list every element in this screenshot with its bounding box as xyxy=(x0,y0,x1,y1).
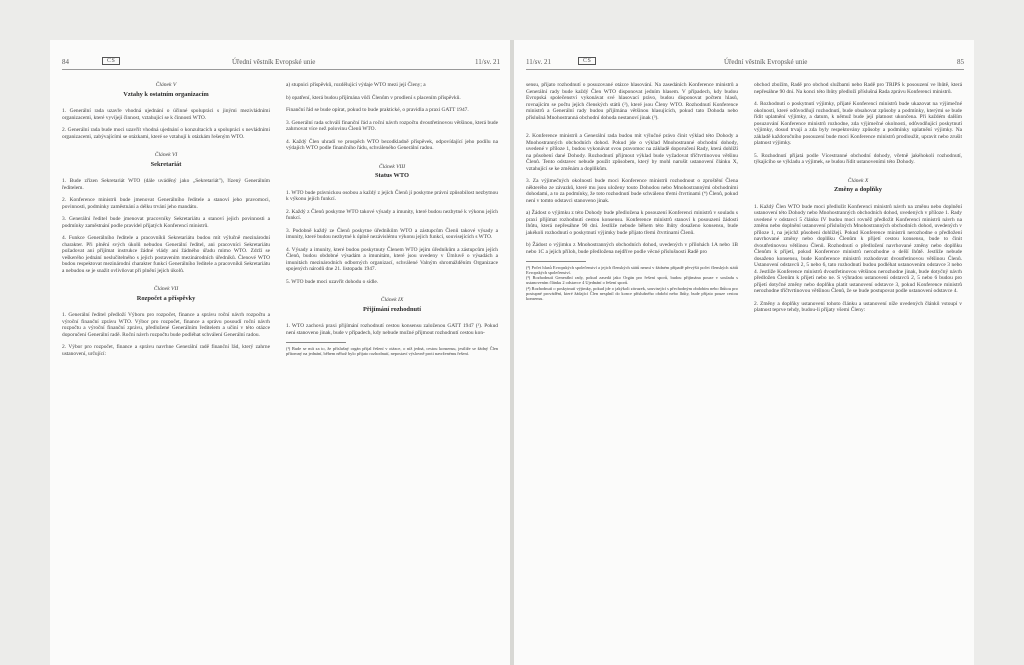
paragraph: sensu, přijato rozhodnutí o posuzované otázce hlasování. Na zasedáních Konference ministrů a Generální rady bude každý Člen WTO disponovat jedním hlasem. V případech, kdy budou Evropská společenství vykonávat své hlasovací právo, budou disponovat počtem hlasů, rovnajícím se počtu jejích členských států (²), které jsou Členy WTO. Rozhodnutí Konference ministrů a Generální rady budou přijímána většinou hlasujících, pokud tato Dohoda nebo příslušná Mnohostranná obchodní dohoda nestanoví jinak (³). xyxy=(526,82,738,121)
paragraph: 1. Generální ředitel předloží Výboru pro rozpočet, finance a správu roční návrh rozpočtu a výroční finanční zprávu WTO. Výbor pro rozpočet, finance a správu posoudí roční návrh rozpočtu a výroční finanční zprávu, předložené Generálním ředitelem a učiní v této otázce doporučení Generální radě. Roční návrh rozpočtu bude podléhat schválení Generální radou. xyxy=(62,312,270,338)
paragraph: 4. Výsady a imunity, které budou poskytnuty Členem WTO jejím úředníkům a zástupcům jejích Členů, budou obdobné výsadám a imunitám, které jsou uvedeny v Úmluvě o výsadách a imunitách mezinárodních odborných organizací, schválené Valným shromážděním Organizace spojených národů dne 21. listopadu 1947. xyxy=(286,246,498,272)
paragraph: 3. Generální ředitel bude jmenovat pracovníky Sekretariátu a stanoví jejich povinnosti a podmínky zaměstnání podle pravidel přijatých Konferencí ministrů. xyxy=(62,216,270,229)
article-title: Status WTO xyxy=(374,172,410,179)
paragraph: 3. Za výjimečných okolností bude moci Konference ministrů rozhodnout o zproštění Člena některého ze závazků, které mu jsou uloženy touto Dohodou nebo Mnohostrannými obchodními dohodami, a to za podmínky, že toto rozhodnutí bude schváleno třemi čtvrtinami (⁴) Členů, pokud není v tomto odstavci stanoveno jinak. xyxy=(526,178,738,204)
paragraph: 2. Výbor pro rozpočet, finance a správu navrhne Generální radě finanční řád, který zahrne ustanovení, určující: xyxy=(62,344,270,357)
paragraph: 5. WTO bude moci uzavřít dohodu o sídle. xyxy=(286,278,379,285)
paragraph: 5. Rozhodnutí přijatá podle Vícestranné obchodní dohody, včetně jakéhokoli rozhodnutí, týkajícího se výkladu a výjimek, se budou řídit ustanoveními této Dohody. xyxy=(754,152,962,165)
right-page xyxy=(514,40,974,665)
article-number: Článek VIII xyxy=(378,163,406,170)
article-title: Sekretariát xyxy=(150,160,182,168)
article-number: Článek VII xyxy=(153,286,179,292)
paragraph: b) opatření, která budou přijímána vůči Členům v prodlení s placením příspěvků. xyxy=(286,94,461,101)
header-rule xyxy=(62,69,500,70)
article-number: Článek V xyxy=(155,82,177,88)
paragraph: a) Žádost o výjimku z této Dohody bude předložena k posouzení Konferenci ministrů v souladu s praxí přijímat rozhodnutí cestou konsensu. Konference ministrů stanoví k posouzení žádosti lhůtu, která nepřesáhne 90 dní. Jestliže nebude během této lhůty dosaženo konsensu, bude jakékoli rozhodnutí o poskytnutí výjimky bude přijato třemi čtvrtinami Členů. xyxy=(526,210,738,236)
paragraph: 1. WTO zachová praxi přijímání rozhodnutí cestou konsensu založenou GATT 1947 (¹). Pokud není stanoveno jinak, bude v případech, kdy nebude možné přijmout rozhodnutí cestou kon- xyxy=(286,323,498,336)
page-number: 85 xyxy=(957,58,964,66)
issue-number: 11/sv. 21 xyxy=(526,58,551,66)
issue-number: 11/sv. 21 xyxy=(475,58,500,66)
paragraph: 2. Konference ministrů a Generální rada budou mít výlučné právo činit výklad této Dohody a Mnohostranných obchodních dohod. Pokud jde o výklad Mnohostranné obchodní dohody, uvedené v příloze 1, budou vykonávat svou pravomoc na základě doporučení Rady, která dohlíží na působení dané Dohody. Rozhodnutí přijmout výklad bude vyžadovat tříčtvrtinovou většinu Členů. Tento odstavec nebude použit způsobem, který by mohl narušit ustanovení článku X, vztahující se ke změnám a doplňkům. xyxy=(526,133,738,172)
paragraph: 2. Konference ministrů bude jmenovat Generálního ředitele a stanoví jeho pravomoci, povinnosti, podmínky zaměstnání a délku trvání jeho mandátu. xyxy=(62,197,270,210)
paragraph: 1. Každý Člen WTO bude moci předložit Konferenci ministrů návrh na změnu nebo doplnění ustanovení této Dohody nebo Mnohostranných obchodních dohod, uvedených v příloze 1. Rady uvedené v odstavci 5 článku IV budou moci rovněž předložit Konferenci ministrů návrh na změnu nebo doplnění ustanovení příslušných Mnohostranných obchodních dohod, uvedených v příloze 1, na jejichž působení dohlížejí. Pokud Konference ministrů nerozhodne o předložení navrhované změny nebo doplňku Členům k přijetí cestou konsensu, bude to činit dvoutřetinovou většinou Členů. Rozhodnutí o předložení navrhované změny nebo doplňku Členům k přijetí, pokud Konference ministrů nerozhodne o delší lhůtě. Jestliže nebude dosaženo konsensu, bude Konference ministrů rozhodovat dvoutřetinovou většinou Členů. Ustanovení odstavců 2, 5 nebo 6, tato rozhodnutí budou podléhat ustanovením odstavce 3 nebo 4. Jestliže Konference ministrů dvoutřetinovou většinou nerozhodne jinak, bude dotyčný návrh předložen Členům k přijetí nebo ne. S výhradou ustanovení odstavců 2, 5 nebo 6 budou pro přijetí dotyčné změny nebo doplňku platit ustanovení odstavce 3, pokud Konference ministrů nerozhodne tříčtvrtinovou většinou Členů, že se bude postupovat podle ustanovení odstavce 4. xyxy=(754,203,962,294)
article-title: Vztahy k ostatním organizacím xyxy=(123,90,209,98)
paragraph: 3. Generální rada schválí finanční řád a roční návrh rozpočtu dvoutřetinovou většinou, která bude zahrnovat více než polovinu Členů WTO. xyxy=(286,119,498,132)
paragraph: 2. Každý z Členů poskytne WTO takové výsady a imunity, které budou nezbytné k výkonu jejích funkcí. xyxy=(286,208,498,221)
article-title: Změny a doplňky xyxy=(834,186,882,193)
paragraph: 1. Generální rada uzavře vhodná ujednání o účinné spolupráci s jinými mezivládními organizacemi, které vyvíjejí činnost, vztahující se k činnosti WTO. xyxy=(62,108,270,121)
language-code: CS xyxy=(102,57,120,65)
paragraph: 4. Každý Člen uhradí ve prospěch WTO bezodkladně příspěvek, odpovídající jeho podílu na výdajích WTO podle finančního řádu, schváleného Generální radou. xyxy=(286,138,498,151)
text-column xyxy=(526,82,738,302)
paragraph: 2. Změny a doplňky ustanovení tohoto článku a ustanovení níže uvedených článků vstoupí v platnost teprve tehdy, budou-li přijaty všemi Členy: xyxy=(754,300,962,313)
paragraph: b) Žádost o výjimku z Mnohostranných obchodních dohod, uvedených v přílohách 1A nebo 1B nebo 1C a jejich příloh, bude předložena nejdříve podle věcné příslušnosti Radě pro xyxy=(526,242,738,255)
paragraph: a) stupnici příspěvků, rozdělující výdaje WTO mezi její Členy; a xyxy=(286,82,426,88)
text-column xyxy=(286,82,498,356)
footnote: (³) Rozhodnutí Generální rady, pokud zasedá jako Orgán pro řešení sporů, budou přijímána pouze v souladu s ustanovením článku 2 odstavce 4 Ujednání o řešení sporů. xyxy=(526,275,738,286)
footnote-rule xyxy=(286,342,346,343)
page-number: 84 xyxy=(62,58,69,66)
language-code: CS xyxy=(578,57,596,65)
article-number: Článek IX xyxy=(380,297,404,303)
paragraph: obchod zbožím, Radě pro obchod službami nebo Radě pro TRIPS k posouzení ve lhůtě, která nepřesáhne 90 dní. Na konci této lhůty předloží příslušná Rada zprávu Konferenci ministrů. xyxy=(754,82,962,95)
article-number: Článek X xyxy=(847,177,869,184)
text-column xyxy=(62,82,270,363)
paragraph: 4. Rozhodnutí o poskytnutí výjimky, přijaté Konferencí ministrů bude ukazovat na výjimečné okolnosti, které odůvodňují rozhodnutí, bude obsahovat způsoby a podmínky, kterými se bude řídit uplatnění výjimky, a datum, k němuž bude její platnost ukončena. Při každém dalším posuzování Konference ministrů rozhodne, zda výjimečné okolnosti, odůvodňující poskytnutí výjimky, dosud trvají a zda byly respektovány způsoby a podmínky uplatnění výjimky. Na základě každoročního posouzení bude moci Konference ministrů prodloužit, upravit nebo zrušit platnost výjimky. xyxy=(754,101,962,146)
paragraph: 4. Funkce Generálního ředitele a pracovníků Sekretariátu budou mít výlučně mezinárodní charakter. Při plnění svých úkolů nebudou Generální ředitel, ani pracovníci Sekretariátu požadovat ani přijímat instrukce žádné vlády ani žádného úřadu mimo WTO. Zdrží se veškerého jednání neslučitelného s jejich postavením mezinárodních úředníků. Členové WTO budou respektovat mezinárodní charakter funkcí Generálního ředitele a pracovníků Sekretariátu a nebudou se je snažit ovlivňovat při plnění jejich úkolů. xyxy=(62,235,270,274)
footnote: (¹) Bude se mít za to, že příslušný orgán přijal řešení v otázce, o níž jedná, cestou konsensu, jestliže se žádný Člen přítomný na jednání, během něhož bylo přijato rozhodnutí, nepostaví výslovně proti navrženému řešení. xyxy=(286,345,498,356)
left-page xyxy=(50,40,510,665)
paragraph: 2. Generální rada bude moci uzavřít vhodná ujednání o konzultacích a spolupráci s nevládními organizacemi, zabývajícími se otázkami, které se vztahují k otázkám řešeným WTO. xyxy=(62,127,270,140)
article-title: Rozpočet a příspěvky xyxy=(136,294,196,302)
paragraph: 1. Bude zřízen Sekretariát WTO (dále uváděný jako „Sekretariát"), řízený Generálním ředitelem. xyxy=(62,178,270,191)
header-rule xyxy=(526,69,964,70)
article-title: Přijímání rozhodnutí xyxy=(363,305,421,313)
journal-title: Úřední věstník Evropské unie xyxy=(232,58,316,66)
paragraph: 1. WTO bude právnickou osobou a každý z jejích Členů jí poskytne právní způsobilost nezbytnou k výkonu jejích funkcí. xyxy=(286,189,498,202)
paragraph: Finanční řád se bude opírat, pokud to bude praktické, o pravidla a praxi GATT 1947. xyxy=(286,107,469,113)
article-number: Článek VI xyxy=(154,152,178,158)
journal-title: Úřední věstník Evropské unie xyxy=(724,58,808,66)
paragraph: 3. Podobně každý ze Členů poskytne úředníkům WTO a zástupcům Členů takové výsady a imunity, které budou nezbytné k úplně nezávislému výkonu jejich funkcí, souvisejících s WTO. xyxy=(286,227,498,240)
text-column xyxy=(754,82,962,320)
footnote: (⁴) Rozhodnutí o poskytnutí výjimky, pokud jde o jakýkoli závazek, související s přechodným obdobím nebo lhůtou pro postupné provádění, které žádající Člen nesplnil do konce příslušného období nebo lhůty, bude přijato pouze cestou konsensu. xyxy=(526,285,738,302)
footnote: (²) Počet hlasů Evropských společenství a jejich členských států nesmí v žádném případě převýšit počet členských států Evropských společenství. xyxy=(526,264,738,275)
footnote-rule xyxy=(526,261,586,262)
